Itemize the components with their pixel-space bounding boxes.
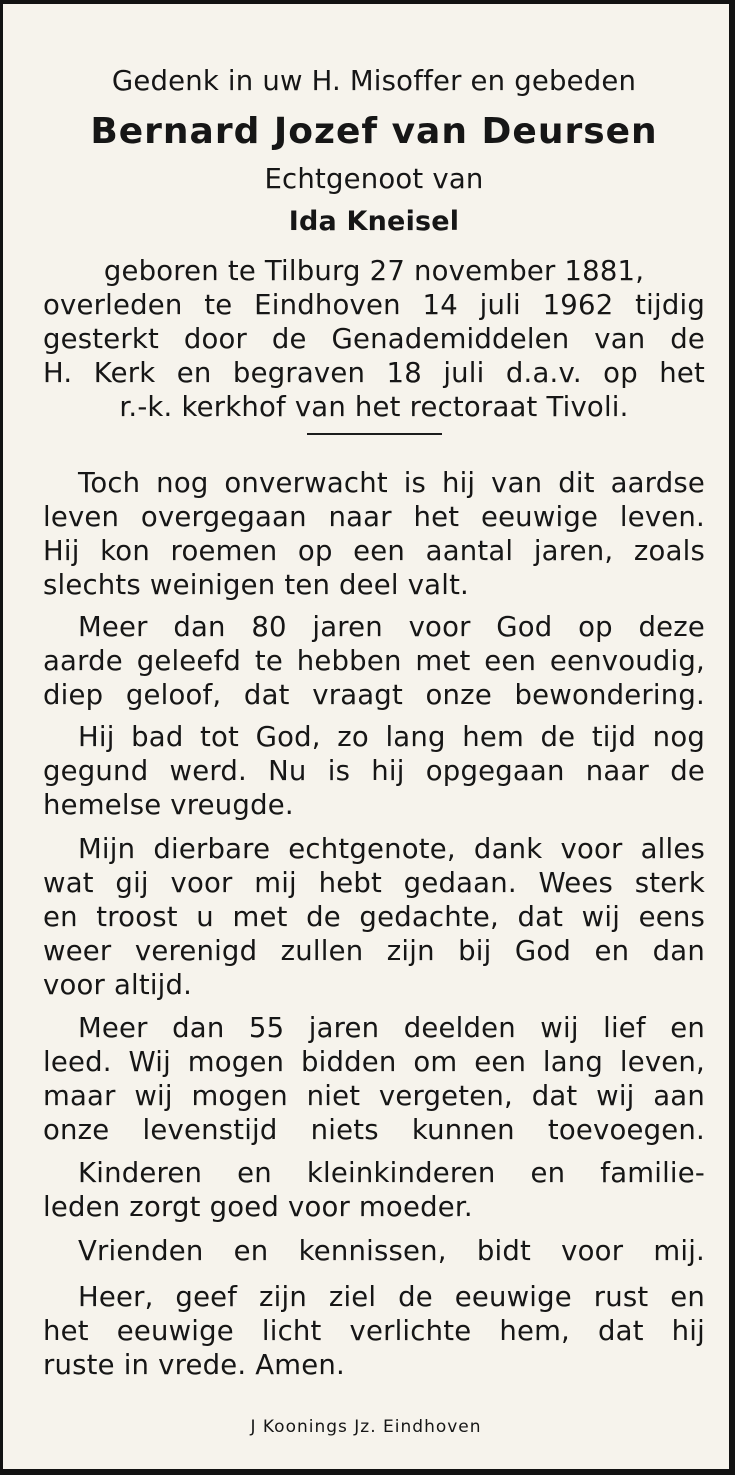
- text-line: slechts weinigen ten deel valt.: [43, 569, 469, 601]
- text-line: leven overgegaan naar het eeuwige leven.: [43, 501, 705, 533]
- text-line: leed. Wij mogen bidden om een lang leven,: [43, 1046, 705, 1078]
- text-line: Hij kon roemen op een aantal jaren, zoals: [43, 535, 705, 567]
- invocation-line: Gedenk in uw H. Misoffer en gebeden: [111, 65, 637, 97]
- text-line: Kinderen en kleinkinderen en familie-: [78, 1157, 705, 1189]
- text-line: maar wij mogen niet vergeten, dat wij aan: [43, 1080, 705, 1112]
- text-line: Meer dan 55 jaren deelden wij lief en: [78, 1012, 705, 1044]
- text-line: hemelse vreugde.: [43, 789, 294, 821]
- text-line: onze levenstijd niets kunnen toevoegen.: [43, 1114, 705, 1146]
- relation-line: Echtgenoot van: [264, 163, 484, 195]
- detail-line: gesterkt door de Genademiddelen van de: [43, 323, 705, 355]
- text-line: Heer, geef zijn ziel de eeuwige rust en: [78, 1281, 705, 1313]
- text-line: Vrienden en kennissen, bidt voor mij.: [78, 1235, 705, 1267]
- detail-line: r.-k. kerkhof van het rectoraat Tivoli.: [119, 391, 629, 423]
- text-line: Meer dan 80 jaren voor God op deze: [78, 611, 705, 643]
- divider-rule: [307, 433, 442, 435]
- text-line: diep geloof, dat vraagt onze bewondering.: [43, 679, 705, 711]
- text-line: leden zorgt goed voor moeder.: [43, 1191, 473, 1223]
- text-line: Toch nog onverwacht is hij van dit aardse: [78, 467, 705, 499]
- text-line: aarde geleefd te hebben met een eenvoudig,: [43, 645, 705, 677]
- text-line: voor altijd.: [43, 969, 193, 1001]
- text-line: Hij bad tot God, zo lang hem de tijd nog: [78, 721, 705, 753]
- detail-line: overleden te Eindhoven 14 juli 1962 tijdig: [43, 289, 705, 321]
- text-line: weer verenigd zullen zijn bij God en dan: [43, 935, 705, 967]
- text-line: wat gij voor mij hebt gedaan. Wees sterk: [43, 867, 705, 899]
- deceased-name: Bernard Jozef van Deursen: [90, 111, 658, 152]
- detail-line: H. Kerk en begraven 18 juli d.a.v. op het: [43, 357, 705, 389]
- detail-line: geboren te Tilburg 27 november 1881,: [103, 255, 645, 287]
- text-line: gegund werd. Nu is hij opgegaan naar de: [43, 755, 705, 787]
- text-line: ruste in vrede. Amen.: [43, 1349, 345, 1381]
- printer-imprint: J Koonings Jz. Eindhoven: [250, 1417, 482, 1437]
- spouse-name: Ida Kneisel: [288, 206, 460, 237]
- text-line: Mijn dierbare echtgenote, dank voor alles: [78, 833, 705, 865]
- text-line: het eeuwige licht verlichte hem, dat hij: [43, 1315, 705, 1347]
- text-line: en troost u met de gedachte, dat wij eens: [43, 901, 705, 933]
